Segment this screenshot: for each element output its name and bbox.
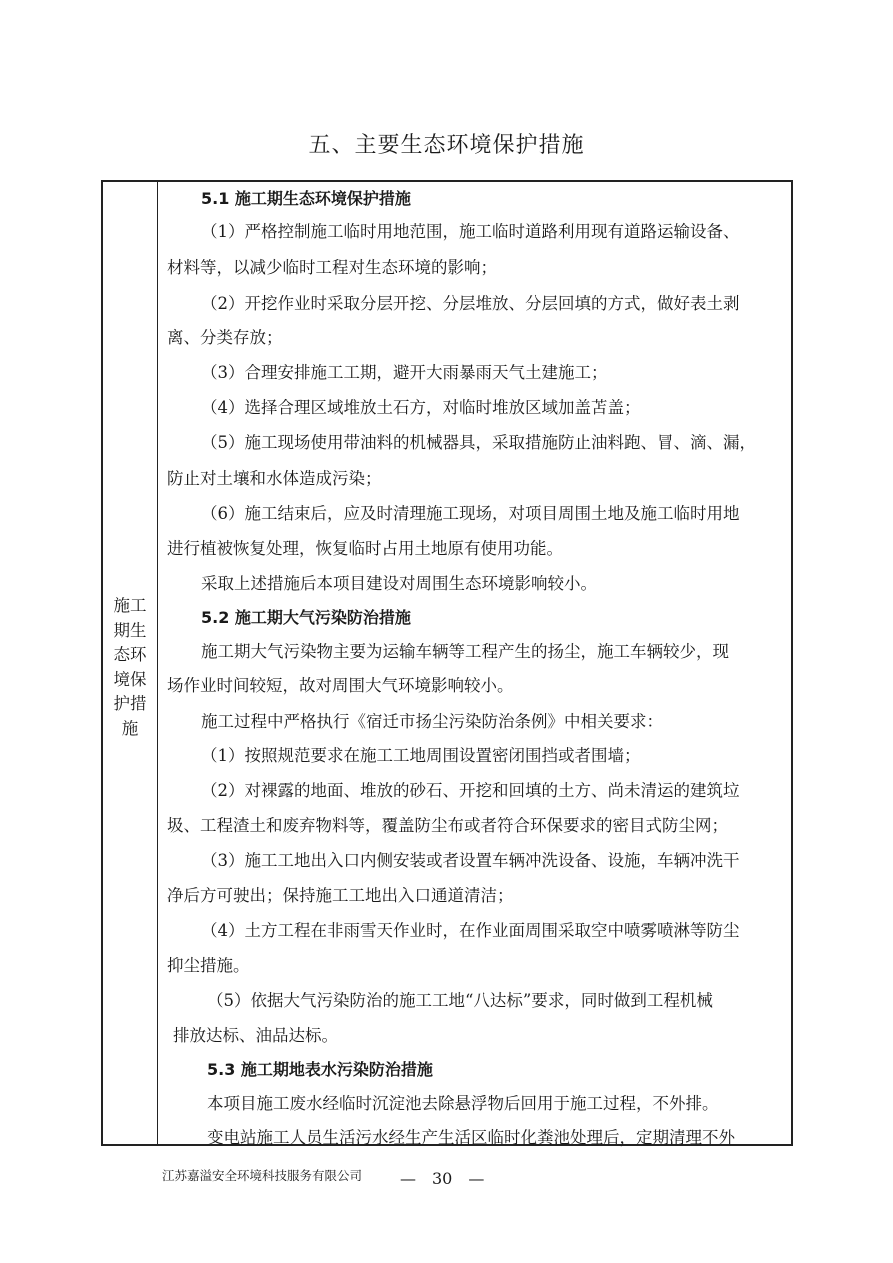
category-label: 施工期生态环境保护措施 [113,596,147,738]
paragraph-line: （4）选择合理区域堆放土石方，对临时堆放区域加盖苫盖； [201,398,641,417]
paragraph-line: （3）合理安排施工工期，避开大雨暴雨天气土建施工； [201,363,608,382]
paragraph-line: 离、分类存放； [167,328,283,347]
paragraph-line: （2）对裸露的地面、堆放的砂石、开挖和回填的土方、尚未清运的建筑垃 [201,781,740,800]
section-heading-5-2: 5.2 施工期大气污染防治措施 [201,608,411,627]
paragraph-line: （3）施工工地出入口内侧安装或者设置车辆冲洗设备、设施，车辆冲洗干 [201,851,740,870]
paragraph-line: 进行植被恢复处理，恢复临时占用土地原有使用功能。 [167,539,563,558]
page-title: 五、主要生态环境保护措施 [308,133,585,158]
footer-company: 江苏嘉溢安全环境科技服务有限公司 [162,1168,363,1183]
paragraph-line: （1）严格控制施工临时用地范围，施工临时道路利用现有道路运输设备、 [201,222,740,241]
paragraph-line: （1）按照规范要求在施工工地周围设置密闭围挡或者围墙； [201,746,641,765]
paragraph-line: 防止对土壤和水体造成污染； [167,469,382,488]
category-column [103,182,158,1144]
paragraph-line: （4）土方工程在非雨雪天作业时，在作业面周围采取空中喷雾喷淋等防尘 [201,921,740,940]
paragraph-line: 材料等，以减少临时工程对生态环境的影响； [167,258,497,277]
paragraph-line: 本项目施工废水经临时沉淀池去除悬浮物后回用于施工过程，不外排。 [207,1094,719,1113]
paragraph-line: （2）开挖作业时采取分层开挖、分层堆放、分层回填的方式，做好表土剥 [201,294,740,313]
paragraph-line: 排放达标、油品达标。 [173,1026,338,1045]
paragraph-line: 净后方可驶出；保持施工工地出入口通道清洁； [167,886,514,905]
paragraph-line: 场作业时间较短，故对周围大气环境影响较小。 [167,676,514,695]
section-heading-5-1: 5.1 施工期生态环境保护措施 [201,189,411,208]
paragraph-line: 圾、工程渣土和废弃物料等，覆盖防尘布或者符合环保要求的密目式防尘网； [167,816,728,835]
paragraph-line: （5）施工现场使用带油料的机械器具，采取措施防止油料跑、冒、滴、漏， [201,433,756,452]
paragraph-line: 抑尘措施。 [167,956,250,975]
paragraph-line: 变电站施工人员生活污水经生产生活区临时化粪池处理后，定期清理不外 [207,1128,735,1147]
paragraph-line: 施工过程中严格执行《宿迁市扬尘污染防治条例》中相关要求： [201,712,663,731]
measures-table [101,180,793,1146]
paragraph-line: （5）依据大气污染防治的施工工地“八达标”要求，同时做到工程机械 [207,991,713,1010]
section-heading-5-3: 5.3 施工期地表水污染防治措施 [207,1060,433,1079]
paragraph-line: 采取上述措施后本项目建设对周围生态环境影响较小。 [201,574,597,593]
paragraph-line: （6）施工结束后，应及时清理施工现场，对项目周围土地及施工临时用地 [201,504,740,523]
paragraph-line: 施工期大气污染物主要为运输车辆等工程产生的扬尘，施工车辆较少，现 [201,642,729,661]
page-number: — 30 — [400,1169,485,1188]
